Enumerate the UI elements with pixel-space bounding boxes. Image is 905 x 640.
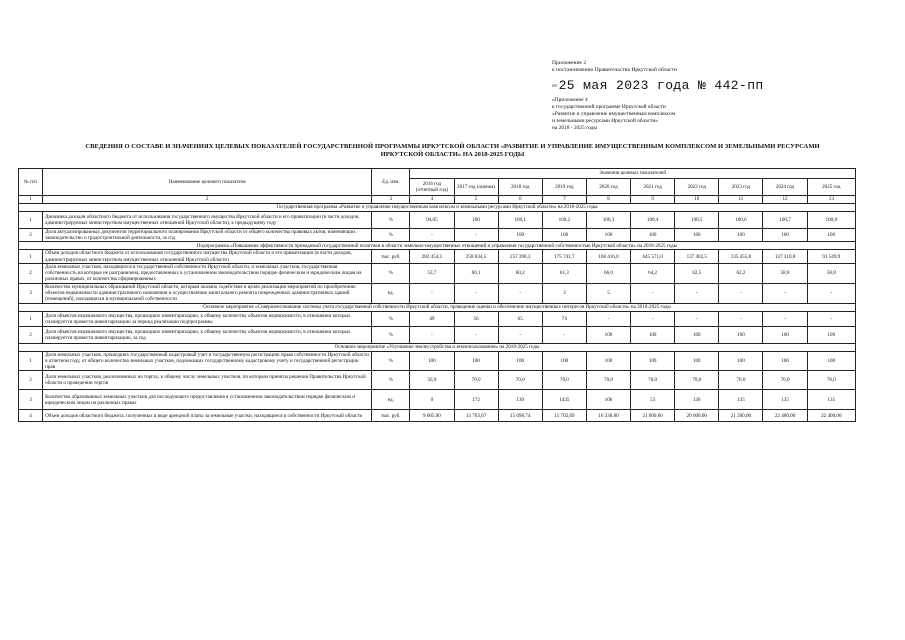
value-cell: 100: [586, 326, 630, 343]
value-cell: 172: [454, 390, 498, 410]
value-cell: 66,0: [586, 263, 630, 283]
value-cell: 100: [763, 326, 807, 343]
value-cell: -: [807, 283, 855, 303]
value-cell: 62,2: [719, 263, 763, 283]
indicator-name: Доля объектов недвижимого имущества, прошедших инвентаризацию, к общему количеству объектов недвижимости, в отношении которых планируется провести инвентаризацию, за год: [43, 326, 372, 343]
value-cell: 5: [586, 283, 630, 303]
column-number-cell: 10: [675, 196, 719, 204]
table-row: [19, 311, 856, 326]
value-cell: 100: [498, 229, 542, 242]
table-row: [19, 351, 856, 371]
value-cell: 21 000,00: [631, 410, 675, 422]
appendix4-line: «Приложение 4: [552, 97, 588, 103]
value-cell: 100: [586, 351, 630, 371]
column-number-cell: 8: [586, 196, 630, 204]
value-cell: 100: [719, 229, 763, 242]
value-cell: 60,1: [454, 263, 498, 283]
value-cell: 62,5: [675, 263, 719, 283]
row-number: 2: [19, 371, 43, 390]
column-number-cell: 2: [43, 196, 372, 204]
table-row: [19, 283, 856, 303]
unit-cell: %: [372, 229, 410, 242]
column-number-cell: 11: [719, 196, 763, 204]
value-cell: 100: [631, 351, 675, 371]
table-row: [19, 250, 856, 263]
value-cell: 70,0: [586, 371, 630, 390]
value-cell: 106: [586, 390, 630, 410]
value-cell: 1435: [542, 390, 586, 410]
value-cell: 16 330,80: [586, 410, 630, 422]
value-cell: 282 454,1: [410, 250, 454, 263]
value-cell: 100: [675, 229, 719, 242]
value-cell: 100: [454, 351, 498, 371]
value-cell: 65: [498, 311, 542, 326]
value-cell: 70,0: [675, 371, 719, 390]
value-cell: 100: [763, 351, 807, 371]
value-cell: 61,3: [542, 263, 586, 283]
value-cell: 94,05: [410, 212, 454, 229]
value-cell: -: [631, 283, 675, 303]
value-cell: -: [631, 311, 675, 326]
row-number: 3: [19, 283, 43, 303]
value-cell: -: [410, 283, 454, 303]
column-number-cell: 9: [631, 196, 675, 204]
value-cell: 100,5: [675, 212, 719, 229]
value-cell: 136: [675, 390, 719, 410]
row-number: 1: [19, 351, 43, 371]
table-row: [19, 326, 856, 343]
column-number-cell: 3: [372, 196, 410, 204]
value-cell: 22 400,00: [763, 410, 807, 422]
value-cell: 56,9: [410, 371, 454, 390]
value-cell: 70,0: [807, 371, 855, 390]
column-number-cell: 5: [454, 196, 498, 204]
value-cell: 100: [807, 351, 855, 371]
section-header-row: [19, 204, 856, 212]
value-cell: 100: [719, 351, 763, 371]
value-cell: 135: [719, 390, 763, 410]
section-title: Основное мероприятие «Улучшение землеустройства и землепользования» на 2018-2025 годы: [19, 343, 856, 351]
section-title: Государственная программа «Развитие и управление имущественным комплексом и земельными ресурсами Иркутской области» на 2018-2025 годы: [19, 204, 856, 212]
year-header: 2016 год (отчетный год): [410, 179, 454, 196]
value-cell: 100: [498, 351, 542, 371]
value-cell: 100: [807, 326, 855, 343]
resolution-date-line: [552, 76, 764, 91]
value-cell: 9 005,00: [410, 410, 454, 422]
value-cell: 100: [719, 326, 763, 343]
value-cell: 135 455,8: [719, 250, 763, 263]
value-cell: 20 000,00: [675, 410, 719, 422]
column-number-cell: 12: [763, 196, 807, 204]
section-title: Основное мероприятие «Совершенствование системы учета государственной собственности Иркутской области, проведение оценки и обеспечение имущественных интересов Иркутской области» на 2018-2025 годы: [19, 303, 856, 311]
handwritten-date: 25 мая 2023 года № 442-пп: [558, 78, 764, 93]
indicator-name: Количество образованных земельных участков для последующего предоставления в установленном законодательством порядке физическим и юридическим лицам на различных правах: [43, 390, 372, 410]
year-header: 2024 год: [763, 179, 807, 196]
value-cell: 22 400,00: [807, 410, 855, 422]
unit-cell: тыс. руб.: [372, 250, 410, 263]
value-cell: 645 571,0: [631, 250, 675, 263]
row-number: 1: [19, 311, 43, 326]
value-cell: -: [410, 229, 454, 242]
value-cell: -: [719, 311, 763, 326]
appendix4-line: к государственной программе Иркутской области: [552, 104, 666, 110]
value-cell: 21 200,00: [719, 410, 763, 422]
year-header: 2021 год: [631, 179, 675, 196]
value-cell: 175 741,7: [542, 250, 586, 263]
header-values: Значения целевых показателей: [410, 169, 856, 179]
value-cell: 58,8: [763, 263, 807, 283]
value-cell: 100: [675, 326, 719, 343]
value-cell: 130: [498, 390, 542, 410]
value-cell: 100: [454, 212, 498, 229]
year-header: 2023 год: [719, 179, 763, 196]
value-cell: 74: [542, 311, 586, 326]
appendix-header: [552, 60, 882, 74]
table-row: [19, 263, 856, 283]
value-cell: 0: [410, 390, 454, 410]
year-header: 2025 год: [807, 179, 855, 196]
value-cell: 100,4: [631, 212, 675, 229]
value-cell: -: [763, 311, 807, 326]
indicators-table: [18, 168, 856, 422]
value-cell: -: [807, 311, 855, 326]
value-cell: 3: [542, 283, 586, 303]
row-number: 1: [19, 212, 43, 229]
section-header-row: [19, 343, 856, 351]
value-cell: -: [763, 283, 807, 303]
indicator-name: Объем доходов областного бюджета, полученных в виде арендной платы за земельные участки, находящиеся в собственности Иркутской области: [43, 410, 372, 422]
table-body: [19, 204, 856, 422]
unit-cell: %: [372, 351, 410, 371]
unit-cell: %: [372, 263, 410, 283]
value-cell: 60,2: [498, 263, 542, 283]
value-cell: 100: [586, 229, 630, 242]
appendix4-line: и земельными ресурсами Иркутской области»: [552, 118, 658, 124]
value-cell: 100: [807, 229, 855, 242]
column-number-cell: 7: [542, 196, 586, 204]
appendix4-line: на 2018 - 2025 годы: [552, 125, 598, 131]
value-cell: 70,0: [719, 371, 763, 390]
value-cell: 53: [631, 390, 675, 410]
unit-cell: ед.: [372, 390, 410, 410]
indicator-name: Доля земельных участков, находящихся в государственной собственности Иркутской области, и земельных участков, государственная собственность на которые не разграничена, предоставленных в установленном законодательством порядке физическим и юридическим лицам на различных правах, от количества сформированных: [43, 263, 372, 283]
value-cell: 70,0: [498, 371, 542, 390]
appendix4-line: «Развитие и управление имущественным комплексом: [552, 111, 676, 117]
header-unit: Ед. изм.: [372, 169, 410, 196]
value-cell: 137 402,5: [675, 250, 719, 263]
value-cell: 49: [410, 311, 454, 326]
value-cell: 100,8: [807, 212, 855, 229]
section-header-row: [19, 303, 856, 311]
indicator-name: Доля земельных участков, реализованных на торгах, к общему числу земельных участков, по которым приняты решения Правительства Иркутской области о проведении торгов: [43, 371, 372, 390]
column-numbers-row: [19, 196, 856, 204]
section-header-row: [19, 242, 856, 250]
value-cell: 100: [410, 351, 454, 371]
value-cell: 13 703,67: [454, 410, 498, 422]
value-cell: -: [454, 326, 498, 343]
year-header: 2020 год: [586, 179, 630, 196]
date-prefix: от: [552, 83, 558, 89]
appendix4-header: [552, 97, 882, 132]
column-number-cell: 6: [498, 196, 542, 204]
value-cell: 100: [542, 229, 586, 242]
indicator-name: Количество муниципальных образований Иркутской области, которым оказано содействие в целях реализации мероприятий по приобретению объектов недвижимости административного назначения и осуществлению капитального ремонта поврежденных административных зданий (помещений), находящихся в муниципальной собственности: [43, 283, 372, 303]
value-cell: -: [719, 283, 763, 303]
value-cell: 100,6: [719, 212, 763, 229]
value-cell: 168 416,0: [586, 250, 630, 263]
document-title: [20, 143, 885, 160]
value-cell: -: [498, 326, 542, 343]
value-cell: 100,2: [542, 212, 586, 229]
table-row: [19, 410, 856, 422]
row-number: 2: [19, 263, 43, 283]
value-cell: -: [498, 283, 542, 303]
value-cell: 135: [807, 390, 855, 410]
column-number-cell: 4: [410, 196, 454, 204]
row-number: 3: [19, 390, 43, 410]
value-cell: 64,2: [631, 263, 675, 283]
table-row: [19, 212, 856, 229]
table-row: [19, 371, 856, 390]
title-line: ИРКУТСКОЙ ОБЛАСТИ» НА 2018-2025 ГОДЫ: [380, 151, 525, 159]
header-num: № п/п: [19, 169, 43, 196]
value-cell: 70,0: [631, 371, 675, 390]
year-header: 2018 год: [498, 179, 542, 196]
value-cell: 100: [763, 229, 807, 242]
unit-cell: ед.: [372, 283, 410, 303]
value-cell: -: [454, 229, 498, 242]
value-cell: 257 396,3: [498, 250, 542, 263]
row-number: 4: [19, 410, 43, 422]
unit-cell: %: [372, 311, 410, 326]
value-cell: -: [675, 283, 719, 303]
year-header: 2019 год: [542, 179, 586, 196]
table-row: [19, 229, 856, 242]
value-cell: 70,0: [454, 371, 498, 390]
value-cell: 56: [454, 311, 498, 326]
value-cell: -: [675, 311, 719, 326]
value-cell: 58,8: [807, 263, 855, 283]
value-cell: 100: [675, 351, 719, 371]
header-name: Наименование целевого показателя: [43, 169, 372, 196]
value-cell: 100: [542, 351, 586, 371]
value-cell: -: [454, 283, 498, 303]
value-cell: 135: [763, 390, 807, 410]
unit-cell: %: [372, 212, 410, 229]
value-cell: -: [586, 311, 630, 326]
indicator-name: Доля актуализированных документов территориального планирования Иркутской области от общего количества правовых актов, изменяющих законодательство о градостроительной деятельности, за год: [43, 229, 372, 242]
value-cell: 100,1: [498, 212, 542, 229]
appendix-line: Приложение 2: [552, 60, 587, 66]
value-cell: -: [410, 326, 454, 343]
column-number-cell: 13: [807, 196, 855, 204]
value-cell: 100,7: [763, 212, 807, 229]
row-number: 2: [19, 326, 43, 343]
unit-cell: %: [372, 371, 410, 390]
indicator-name: Объем доходов областного бюджета от использования государственного имущества Иркутской области и его приватизации (в части доходов, администрируемых министерством имущественных отношений Иркутской области): [43, 250, 372, 263]
row-number: 1: [19, 250, 43, 263]
unit-cell: %: [372, 326, 410, 343]
value-cell: -: [542, 326, 586, 343]
indicator-name: Доля земельных участков, прошедших государственный кадастровый учет и государственную регистрацию права собственности Иркутской области в отчетном году, от общего количества земельных участков, подлежащих государственному кадастровому учету и государственной регистрации прав: [43, 351, 372, 371]
year-header: 2017 год (оценка): [454, 179, 498, 196]
value-cell: 15 098,74: [498, 410, 542, 422]
appendix-line: к постановлению Правительства Иркутской области: [552, 67, 677, 74]
value-cell: 100,3: [586, 212, 630, 229]
unit-cell: тыс. руб.: [372, 410, 410, 422]
title-line: СВЕДЕНИЯ О СОСТАВЕ И ЗНАЧЕНИЯХ ЦЕЛЕВЫХ ПОКАЗАТЕЛЕЙ ГОСУДАРСТВЕННОЙ ПРОГРАММЫ ИРКУТСКОЙ ОБЛАСТИ «РАЗВИТИЕ И УПРАВЛЕНИЕ ИМУЩЕСТВЕННЫМ КОМПЛЕКСОМ И ЗЕМЕЛЬНЫМИ РЕСУРСАМИ: [85, 143, 820, 150]
indicator-name: Доля объектов недвижимого имущества, прошедших инвентаризацию, к общему количеству объектов недвижимости, в отношении которых планируется провести инвентаризацию за период реализации подпрограммы: [43, 311, 372, 326]
column-number-cell: 1: [19, 196, 43, 204]
section-title: Подпрограмма «Повышение эффективности проводимой государственной политики в области земельно-имущественных отношений и управления государственной собственностью Иркутской области» на 2018-2025 годы: [19, 242, 856, 250]
indicator-name: Динамика доходов областного бюджета от использования государственного имущества Иркутской области и его приватизации (в части доходов, администрируемых министерством имущественных отношений Иркутской области), к предыдущему году: [43, 212, 372, 229]
value-cell: 70,0: [542, 371, 586, 390]
value-cell: 53,7: [410, 263, 454, 283]
table-row: [19, 390, 856, 410]
value-cell: 100: [631, 229, 675, 242]
value-cell: 137 310,8: [763, 250, 807, 263]
value-cell: 258 834,5: [454, 250, 498, 263]
year-header: 2022 год: [675, 179, 719, 196]
value-cell: 100: [631, 326, 675, 343]
value-cell: 15 702,69: [542, 410, 586, 422]
value-cell: 91 549,9: [807, 250, 855, 263]
row-number: 2: [19, 229, 43, 242]
value-cell: 70,0: [763, 371, 807, 390]
